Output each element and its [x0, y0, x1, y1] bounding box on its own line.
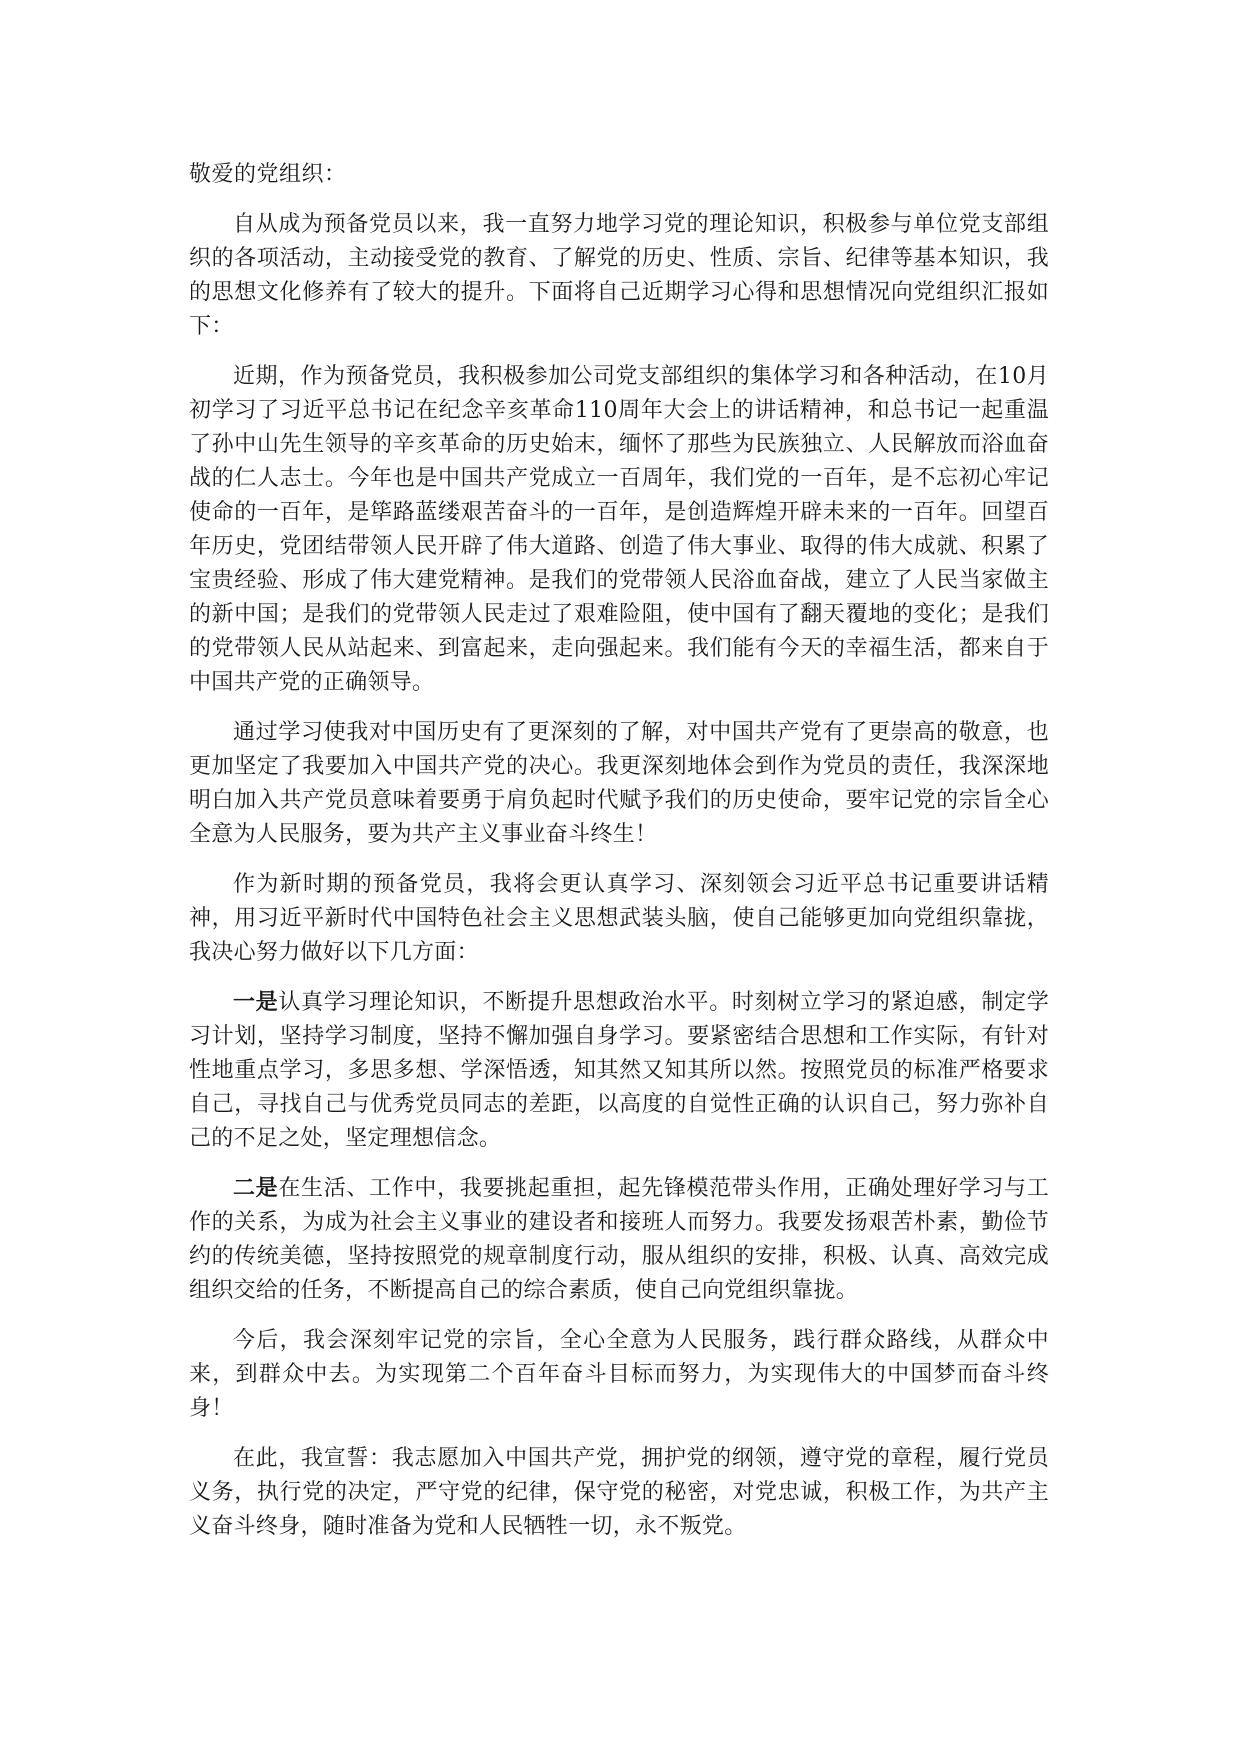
paragraph-text: 在生活、工作中，我要挑起重担，起先锋模范带头作用，正确处理好学习与工作的关系，为成为社会主义事业的建设者和接班人而努力。我要发扬艰苦朴素，勤俭节约的传统美德，坚持按照党的规章制度行动，服从组织的安排，积极、认真、高效完成组织交给的任务，不断提高自己的综合素质，使自己向党组织靠拢。: [189, 1176, 1049, 1303]
paragraph-4: [189, 867, 1049, 970]
paragraph-text: 今后，我会深刻牢记党的宗旨，全心全意为人民服务，践行群众路线，从群众中来，到群众中去。为实现第二个百年奋斗目标而努力，为实现伟大的中国梦而奋斗终身！: [189, 1328, 1049, 1421]
paragraph-text: 认真学习理论知识，不断提升思想政治水平。时刻树立学习的紧迫感，制定学习计划，坚持学习制度，坚持不懈加强自身学习。要紧密结合思想和工作实际，有针对性地重点学习，多思多想、学深悟透，知其然又知其所以然。按照党员的标准严格要求自己，寻找自己与优秀党员同志的差距，以高度的自觉性正确的认识自己，努力弥补自己的不足之处，坚定理想信念。: [189, 990, 1049, 1151]
paragraph-6: [189, 1171, 1049, 1308]
paragraph-8: [189, 1441, 1049, 1544]
paragraph-text: 通过学习使我对中国历史有了更深刻的了解，对中国共产党有了更崇高的敬意，也更加坚定了我要加入中国共产党的决心。我更深刻地体会到作为党员的责任，我深深地明白加入共产党员意味着要勇于肩负起时代赋予我们的历史使命，要牢记党的宗旨全心全意为人民服务，要为共产主义事业奋斗终生！: [189, 720, 1049, 847]
paragraph-2: [189, 359, 1049, 700]
paragraph-5: [189, 985, 1049, 1156]
paragraph-text: 在此，我宣誓：我志愿加入中国共产党，拥护党的纲领，遵守党的章程，履行党员义务，执行党的决定，严守党的纪律，保守党的秘密，对党忠诚，积极工作，为共产主义奋斗终身，随时准备为党和人民牺牲一切，永不叛党。: [189, 1446, 1049, 1539]
paragraph-text: 作为新时期的预备党员，我将会更认真学习、深刻领会习近平总书记重要讲话精神，用习近平新时代中国特色社会主义思想武装头脑，使自己能够更加向党组织靠拢，我决心努力做好以下几方面：: [189, 872, 1049, 965]
paragraph-lead: 一是: [233, 989, 279, 1015]
paragraph-3: [189, 715, 1049, 852]
salutation: 敬爱的党组织：: [189, 162, 347, 187]
paragraph-7: [189, 1323, 1049, 1426]
paragraph-1: [189, 207, 1049, 344]
document-body: [189, 158, 1049, 1559]
paragraph-text: 自从成为预备党员以来，我一直努力地学习党的理论知识，积极参与单位党支部组织的各项活动，主动接受党的教育、了解党的历史、性质、宗旨、纪律等基本知识，我的思想文化修养有了较大的提升。下面将自己近期学习心得和思想情况向党组织汇报如下：: [189, 212, 1049, 339]
paragraph-text: 近期，作为预备党员，我积极参加公司党支部组织的集体学习和各种活动，在10月初学习了习近平总书记在纪念辛亥革命110周年大会上的讲话精神，和总书记一起重温了孙中山先生领导的辛亥革命的历史始末，缅怀了那些为民族独立、人民解放而浴血奋战的仁人志士。今年也是中国共产党成立一百周年，我们党的一百年，是不忘初心牢记使命的一百年，是筚路蓝缕艰苦奋斗的一百年，是创造辉煌开辟未来的一百年。回望百年历史，党团结带领人民开辟了伟大道路、创造了伟大事业、取得的伟大成就、积累了宝贵经验、形成了伟大建党精神。是我们的党带领人民浴血奋战，建立了人民当家做主的新中国；是我们的党带领人民走过了艰难险阻，使中国有了翻天覆地的变化；是我们的党带领人民从站起来、到富起来，走向强起来。我们能有今天的幸福生活，都来自于中国共产党的正确领导。: [189, 364, 1049, 695]
paragraph-lead: 二是: [233, 1175, 279, 1201]
